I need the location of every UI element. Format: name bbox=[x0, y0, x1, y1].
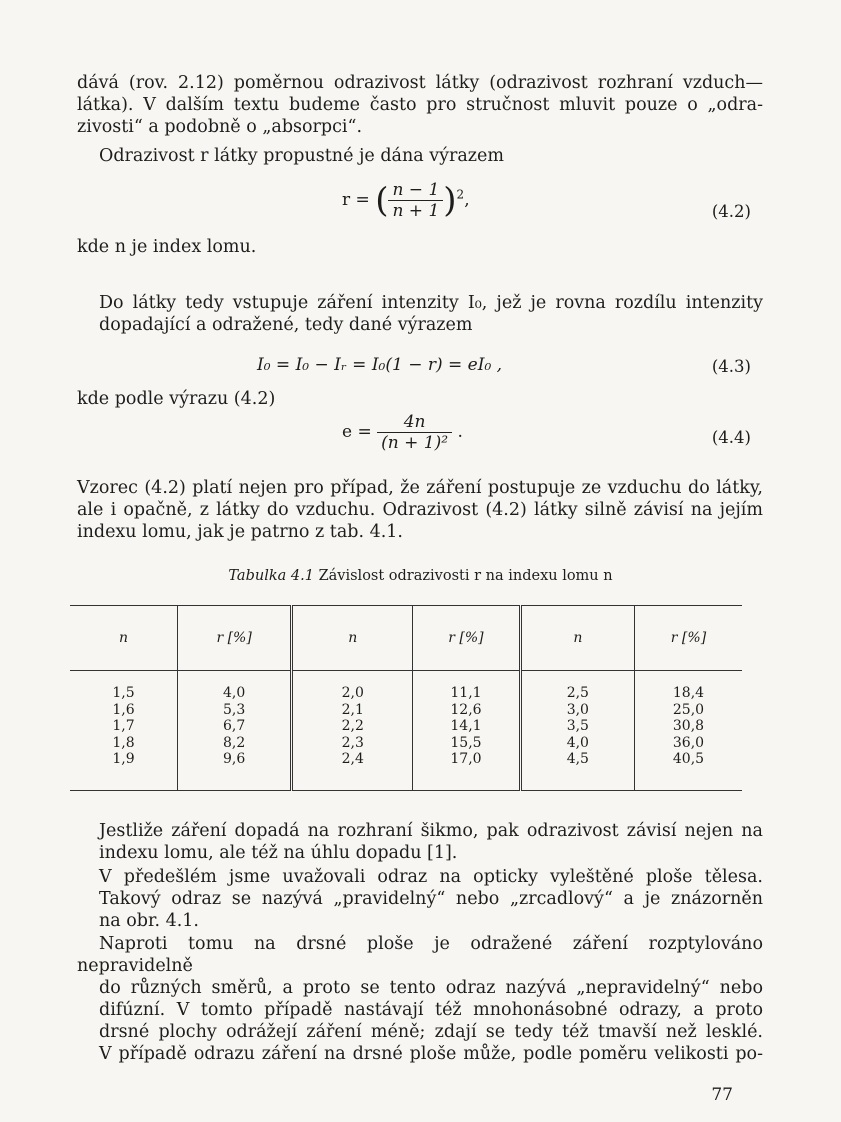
paragraph-according-to bbox=[77, 388, 763, 410]
equation-4-3 bbox=[77, 355, 763, 385]
equation-number: (4.4) bbox=[711, 428, 751, 447]
page-number: 77 bbox=[711, 1085, 733, 1105]
column-header: r [%] bbox=[634, 606, 742, 671]
column-header: n bbox=[520, 606, 634, 671]
equation-lhs: r = bbox=[342, 190, 370, 210]
text-line: indexu lomu, jak je patrno z tab. 4.1. bbox=[77, 522, 403, 542]
paragraph-incident-radiation bbox=[77, 292, 763, 336]
column-header: r [%] bbox=[413, 606, 521, 671]
paragraph-diffuse-reflection bbox=[77, 933, 763, 1065]
paragraph-oblique-incidence bbox=[77, 820, 763, 864]
text-line: Takový odraz se nazývá „pravidelný“ nebo „zrcadlový“ a je znázorněn bbox=[99, 889, 763, 909]
equation-fraction: $\frac{4n}{\text{(n + 1)²}}$ bbox=[377, 412, 452, 453]
table-caption-label: Tabulka 4.1 bbox=[228, 568, 314, 584]
equation-number: (4.3) bbox=[711, 357, 751, 376]
text-line: Do látky tedy vstupuje záření intenzity I₀, jež je rovna rozdílu intenzity bbox=[99, 293, 763, 313]
equation-fraction: $\frac{n - 1}{n + 1}$ bbox=[388, 180, 443, 221]
text-line: indexu lomu, ale též na úhlu dopadu [1]. bbox=[99, 843, 458, 863]
text-line: kde podle výrazu (4.2) bbox=[77, 389, 276, 409]
text-line: drsné plochy odrážejí záření méně; zdají se tedy též tmavší než lesklé. bbox=[99, 1022, 763, 1042]
table-caption bbox=[0, 568, 841, 584]
equation-4-2: r = ( $\frac{n - 1}{n + 1}$ )$^2$, (4.2) bbox=[342, 180, 751, 221]
paragraph-formula-validity bbox=[77, 477, 763, 543]
text-line: Odrazivost r látky propustné je dána výrazem bbox=[99, 146, 504, 166]
text-line: V předešlém jsme uvažovali odraz na opticky vyleštěné ploše tělesa. bbox=[99, 867, 763, 887]
table-cell: 18,4 25,0 30,8 36,0 40,5 bbox=[634, 671, 742, 791]
table-row bbox=[70, 671, 742, 791]
text-line: dopadající a odražené, tedy dané výrazem bbox=[99, 315, 473, 335]
table-cell: 11,1 12,6 14,1 15,5 17,0 bbox=[413, 671, 521, 791]
column-header: n bbox=[70, 606, 178, 671]
text-line: Naproti tomu na drsné ploše je odražené záření rozptylováno nepravidelně bbox=[77, 934, 763, 976]
text-line: difúzní. V tomto případě nastávají též mnohonásobné odrazy, a proto bbox=[99, 1000, 763, 1020]
text-line: do různých směrů, a proto se tento odraz nazývá „nepravidelný“ nebo bbox=[99, 978, 763, 998]
table-caption-text: Závislost odrazivosti r na indexu lomu n bbox=[318, 568, 613, 584]
column-header: n bbox=[292, 606, 413, 671]
table-cell: 1,5 1,6 1,7 1,8 1,9 bbox=[70, 671, 178, 791]
equation-4-4: e = $\frac{4n}{\text{(n + 1)²}}$ . (4.4) bbox=[342, 412, 751, 453]
text-line: zivosti“ a podobně o „absorpci“. bbox=[77, 117, 363, 137]
text-line: látka). V dalším textu budeme často pro stručnost mluvit pouze o „odra- bbox=[77, 95, 763, 115]
text-line: ale i opačně, z látky do vzduchu. Odrazivost (4.2) látky silně závisí na jejím bbox=[77, 500, 763, 520]
reflectivity-table bbox=[70, 605, 742, 791]
column-header: r [%] bbox=[178, 606, 292, 671]
paragraph-regular-reflection bbox=[77, 866, 763, 932]
paragraph-relative-reflectivity bbox=[77, 72, 763, 138]
text-line: V případě odrazu záření na drsné ploše může, podle poměru velikosti po- bbox=[99, 1044, 763, 1064]
paragraph-reflectivity-intro bbox=[77, 145, 763, 167]
equation-number: (4.2) bbox=[711, 202, 751, 221]
text-line: Jestliže záření dopadá na rozhraní šikmo, pak odrazivost závisí nejen na bbox=[99, 821, 763, 841]
equation-lhs: e = bbox=[342, 422, 372, 442]
table-cell: 4,0 5,3 6,7 8,2 9,6 bbox=[178, 671, 292, 791]
table-cell: 2,0 2,1 2,2 2,3 2,4 bbox=[292, 671, 413, 791]
paragraph-index-definition bbox=[77, 236, 763, 258]
text-line: dává (rov. 2.12) poměrnou odrazivost látky (odrazivost rozhraní vzduch— bbox=[77, 73, 763, 93]
table-header-row bbox=[70, 606, 742, 671]
equation-exponent: 2 bbox=[456, 187, 465, 202]
text-line: na obr. 4.1. bbox=[99, 911, 199, 931]
text-line: kde n je index lomu. bbox=[77, 237, 257, 257]
table-cell: 2,5 3,0 3,5 4,0 4,5 bbox=[520, 671, 634, 791]
text-line: Vzorec (4.2) platí nejen pro případ, že záření postupuje ze vzduchu do látky, bbox=[77, 478, 763, 498]
equation-expression: I₀ = I₀ − Iᵣ = I₀(1 − r) = eI₀ , bbox=[257, 355, 503, 375]
